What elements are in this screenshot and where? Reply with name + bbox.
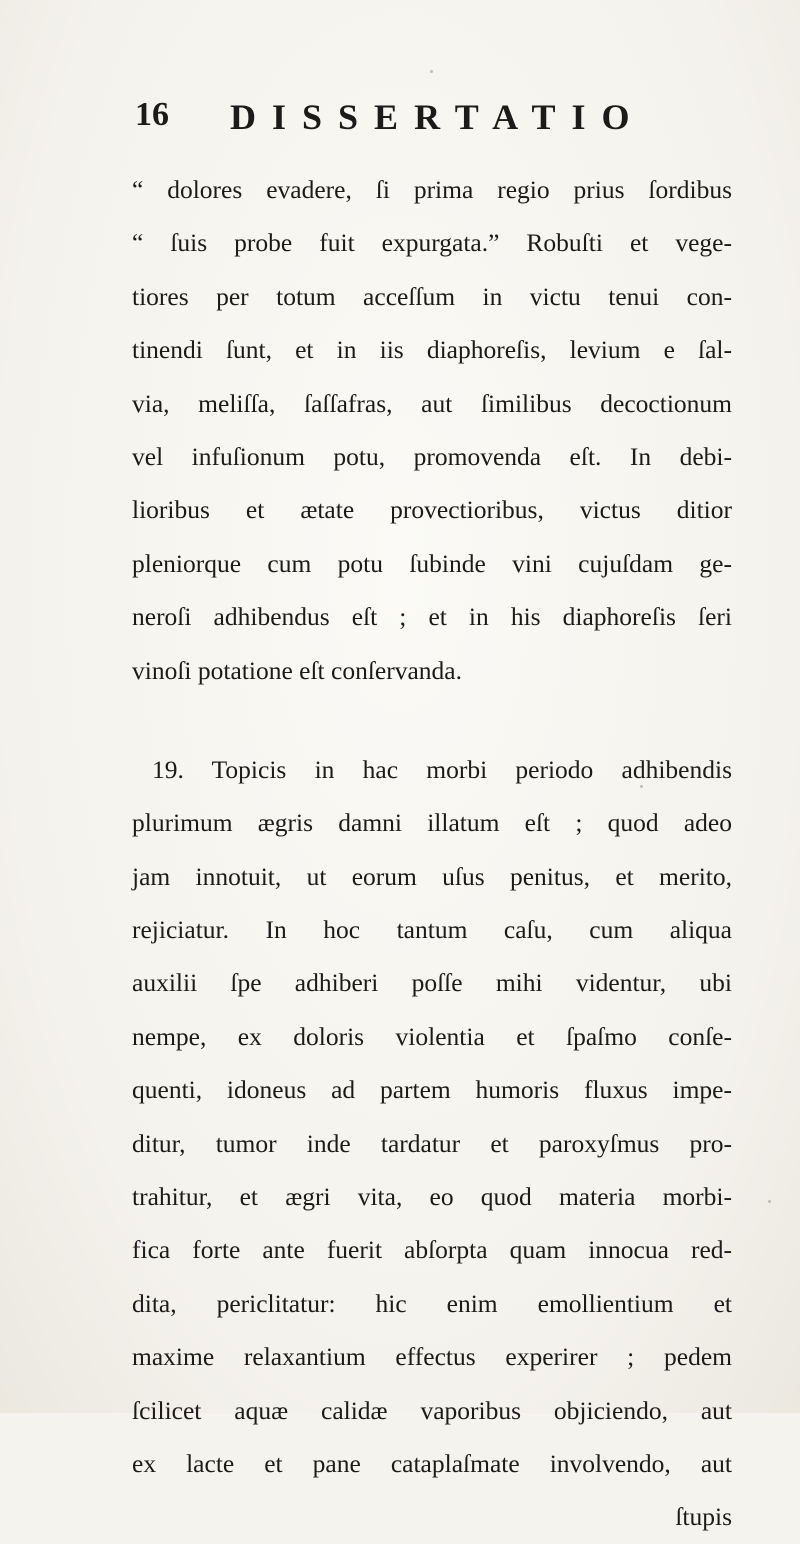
text-line: jam innotuit, ut eorum uſus penitus, et merito, — [132, 861, 732, 891]
text-line: ditur, tumor inde tardatur et paroxyſmus pro- — [132, 1128, 732, 1158]
paragraph-1 — [132, 163, 732, 697]
catchword: ſtupis — [675, 1502, 732, 1532]
running-head — [135, 96, 695, 156]
text-line: vinoſi potatione eſt conſervanda. — [132, 655, 462, 685]
text-line: plurimum ægris damni illatum eſt ; quod adeo — [132, 808, 732, 838]
text-line: tiores per totum acceſſum in victu tenui con- — [132, 281, 732, 311]
text-line: tinendi ſunt, et in iis diaphoreſis, levium e ſal- — [132, 335, 732, 365]
text-line: quenti, idoneus ad partem humoris fluxus impe- — [132, 1075, 732, 1105]
text-line: ex lacte et pane cataplaſmate involvendo, aut — [132, 1448, 732, 1478]
paragraph-gap — [132, 697, 732, 743]
text-line: vel infuſionum potu, promovenda eſt. In debi- — [132, 441, 732, 471]
text-line: lioribus et ætate provectioribus, victus ditior — [132, 495, 732, 525]
page-number: 16 — [135, 96, 169, 133]
running-title: DISSERTATIO — [230, 97, 646, 137]
paper-speck — [640, 785, 643, 788]
text-line: “ ſuis probe fuit expurgata.” Robuſti et vege- — [132, 228, 732, 258]
text-line: maxime relaxantium effectus experirer ; pedem — [132, 1342, 732, 1372]
text-line: pleniorque cum potu ſubinde vini cujuſdam ge- — [132, 548, 732, 578]
paragraph-2 — [132, 743, 732, 1490]
paper-speck — [430, 70, 433, 73]
text-line: auxilii ſpe adhiberi poſſe mihi videntur, ubi — [132, 968, 732, 998]
text-line: ſcilicet aquæ calidæ vaporibus objiciendo, aut — [132, 1395, 732, 1425]
body-text — [132, 163, 732, 1544]
text-line: fica forte ante fuerit abſorpta quam innocua red- — [132, 1235, 732, 1265]
text-line: neroſi adhibendus eſt ; et in his diaphoreſis ſeri — [132, 602, 732, 632]
text-line: trahitur, et ægri vita, eo quod materia morbi- — [132, 1182, 732, 1212]
text-line: rejiciatur. In hoc tantum caſu, cum aliqua — [132, 915, 732, 945]
text-line: “ dolores evadere, ſi prima regio prius ſordibus — [132, 175, 732, 204]
text-line: via, meliſſa, ſaſſafras, aut ſimilibus decoctionum — [132, 388, 732, 418]
text-line: nempe, ex doloris violentia et ſpaſmo conſe- — [132, 1021, 732, 1051]
paper-speck — [768, 1200, 771, 1203]
text-line: 19. Topicis in hac morbi periodo adhibendis — [152, 754, 732, 784]
text-line: dita, periclitatur: hic enim emollientium et — [132, 1288, 732, 1318]
